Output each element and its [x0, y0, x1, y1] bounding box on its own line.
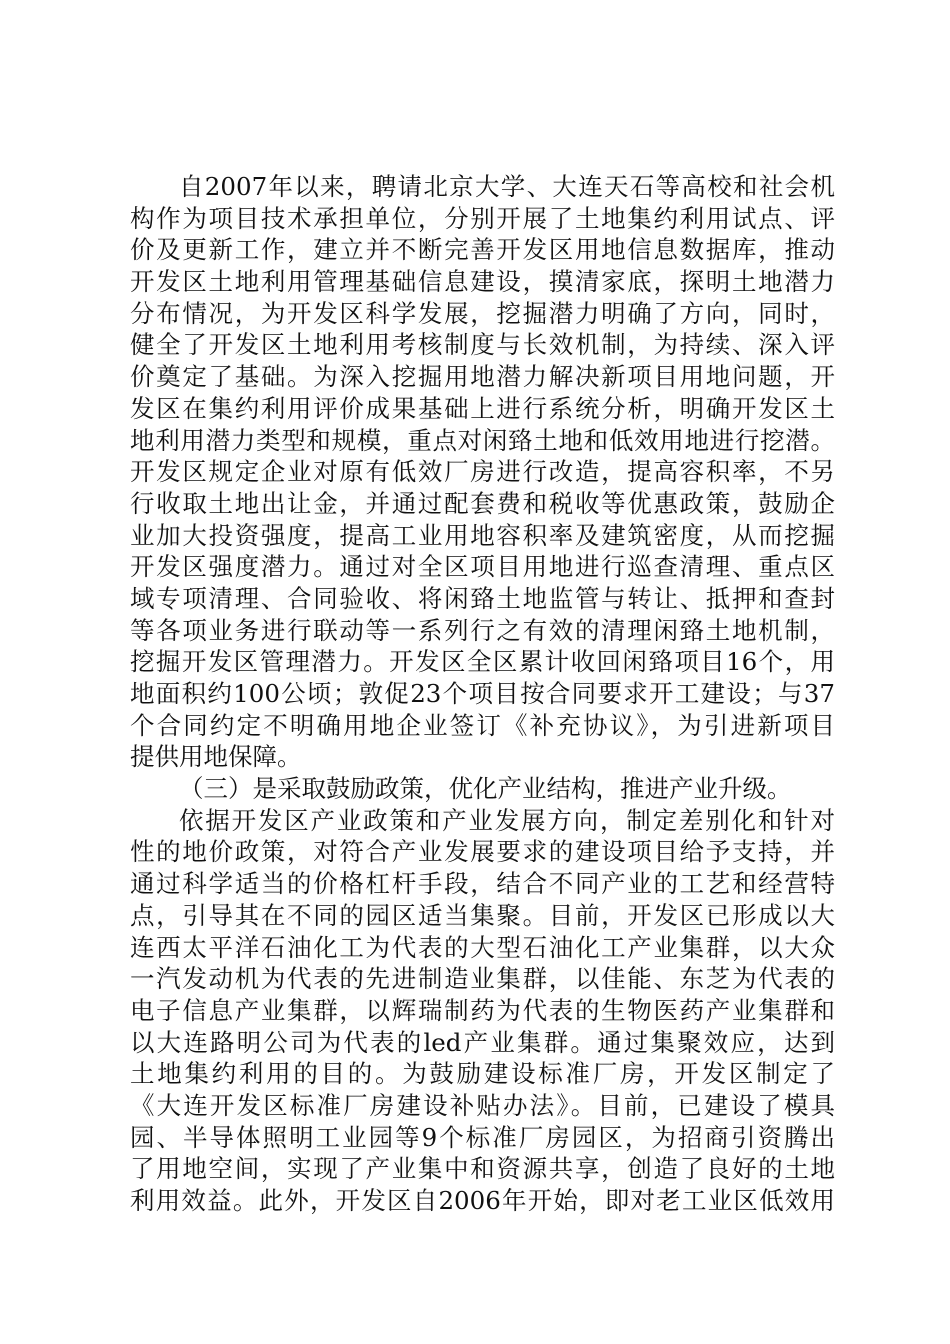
- text-line: 地利用潜力类型和规模，重点对闲臵土地和低效用地进行挖潜。: [130, 425, 835, 455]
- text-line: 了用地空间，实现了产业集中和资源共享，创造了良好的土地: [130, 1154, 835, 1184]
- section-heading: （三）是采取鼓励政策，优化产业结构，推进产业升级。: [179, 774, 792, 804]
- text-line: 性的地价政策，对符合产业发展要求的建设项目给予支持，并: [130, 837, 835, 867]
- text-line: 开发区强度潜力。通过对全区项目用地进行巡查清理、重点区: [130, 552, 835, 582]
- text-line: 依据开发区产业政策和产业发展方向，制定差别化和针对: [179, 805, 835, 835]
- text-line: 通过科学适当的价格杠杆手段，结合不同产业的工艺和经营特: [130, 869, 835, 899]
- text-line: 一汽发动机为代表的先进制造业集群，以佳能、东芝为代表的: [130, 964, 835, 994]
- text-line: 土地集约利用的目的。为鼓励建设标准厂房，开发区制定了: [130, 1059, 835, 1089]
- paragraph-3: [130, 805, 835, 1217]
- text-line: 等各项业务进行联动等一系列行之有效的清理闲臵土地机制，: [130, 615, 835, 645]
- text-line: 行收取土地出让金，并通过配套费和税收等优惠政策，鼓励企: [130, 488, 835, 518]
- text-line: 业加大投资强度，提高工业用地容积率及建筑密度，从而挖掘: [130, 520, 835, 550]
- text-line: 个合同约定不明确用地企业签订《补充协议》，为引进新项目: [130, 710, 835, 740]
- text-line: 发区在集约利用评价成果基础上进行系统分析，明确开发区土: [130, 393, 835, 423]
- text-line: 以大连路明公司为代表的led产业集群。通过集聚效应，达到: [130, 1027, 835, 1057]
- text-line: 健全了开发区土地利用考核制度与长效机制，为持续、深入评: [130, 330, 835, 360]
- text-line: 开发区规定企业对原有低效厂房进行改造，提高容积率，不另: [130, 457, 835, 487]
- text-line: 价奠定了基础。为深入挖掘用地潜力解决新项目用地问题，开: [130, 362, 835, 392]
- text-line: 利用效益。此外，开发区自2006年开始，即对老工业区低效用: [130, 1186, 835, 1215]
- paragraph-1: [130, 171, 835, 773]
- text-line: 开发区土地利用管理基础信息建设，摸清家底，探明土地潜力: [130, 267, 835, 297]
- text-line: 价及更新工作，建立并不断完善开发区用地信息数据库，推动: [130, 235, 835, 265]
- text-line: 自2007年以来，聘请北京大学、大连天石等高校和社会机: [179, 172, 835, 201]
- text-line: 分布情况，为开发区科学发展，挖掘潜力明确了方向，同时，: [130, 298, 835, 328]
- text-line: 提供用地保障。: [130, 742, 302, 772]
- text-line: 园、半导体照明工业园等9个标准厂房园区，为招商引资腾出: [130, 1122, 835, 1152]
- text-line: 地面积约100公顷；敦促23个项目按合同要求开工建设；与37: [130, 679, 835, 708]
- body-text: [130, 171, 835, 1217]
- text-line: 电子信息产业集群，以辉瑞制药为代表的生物医药产业集群和: [130, 995, 835, 1025]
- text-line: 点，引导其在不同的园区适当集聚。目前，开发区已形成以大: [130, 900, 835, 930]
- paragraph-2: [130, 773, 835, 805]
- text-line: 《大连开发区标准厂房建设补贴办法》。目前，已建设了模具: [130, 1090, 835, 1120]
- text-line: 挖掘开发区管理潜力。开发区全区累计收回闲臵项目16个，用: [130, 647, 835, 677]
- text-line: 连西太平洋石油化工为代表的大型石油化工产业集群，以大众: [130, 932, 835, 962]
- text-line: 域专项清理、合同验收、将闲臵土地监管与转让、抵押和查封: [130, 583, 835, 613]
- text-line: 构作为项目技术承担单位，分别开展了土地集约利用试点、评: [130, 203, 835, 233]
